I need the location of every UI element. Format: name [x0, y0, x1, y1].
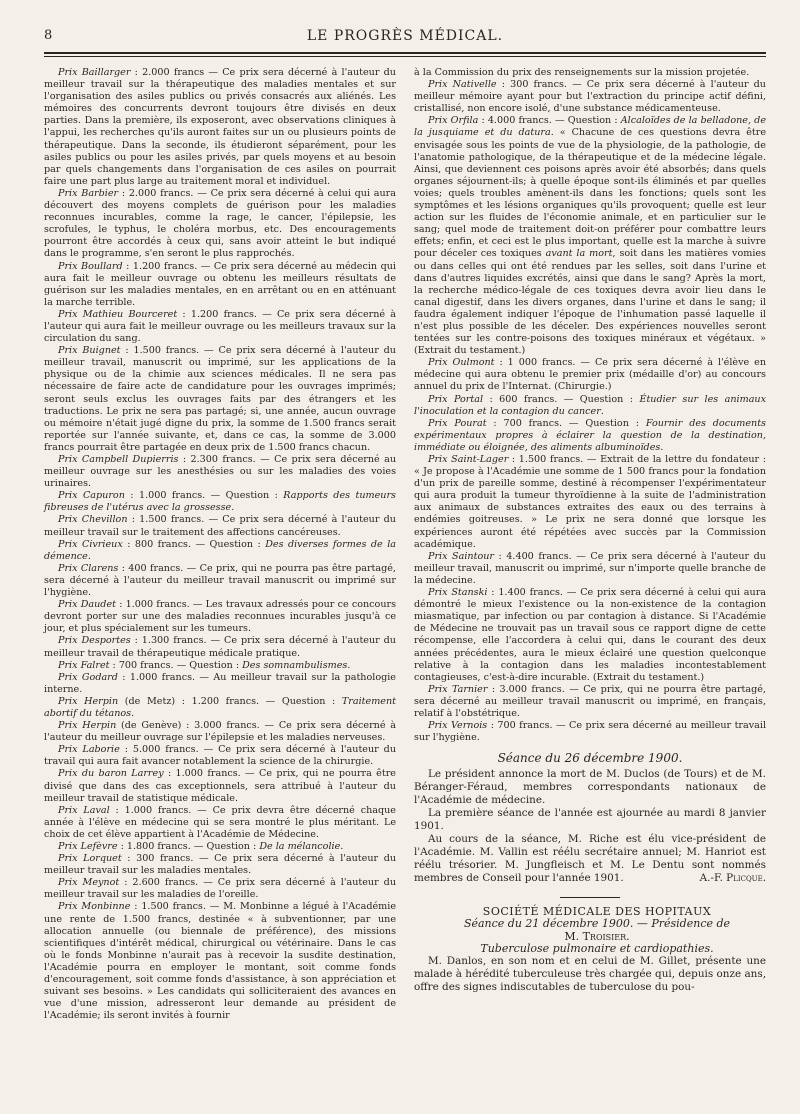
prize-name: Prix Lorquet [58, 853, 122, 865]
prize-name: Prix Stanski [428, 587, 488, 599]
prize-text: : 1.500 francs. — Ce prix sera décerné à l'auteur du meilleur travail sur le traitement des affections cancéreuses. [44, 514, 396, 538]
prize-paragraph [414, 454, 766, 551]
prize-paragraph [44, 720, 396, 744]
prize-name: Prix Capuron [58, 490, 125, 502]
prize-paragraph [44, 672, 396, 696]
prize-paragraph [44, 877, 396, 901]
prize-paragraph [414, 587, 766, 684]
prize-text: : 1.000 francs. — Les travaux adressés pour ce concours devront porter sur une des maladies reconnues incurables jusqu'à ce jour, et plus spécialement sur les tumeurs. [44, 599, 397, 635]
prize-text-tail: . [87, 550, 91, 562]
prize-name: Prix Lefèvre [58, 841, 118, 852]
prize-name: Prix Desportes [58, 635, 131, 647]
seance-paragraph [414, 833, 766, 885]
prize-text: : 1 000 francs. — Ce prix sera décerné à l'élève en médecine qui aura obtenu le premier prix (médaille d'or) au concours annuel du prix de l'Internat. (Chirurgie.) [414, 357, 766, 393]
prize-name: Prix Saint-Lager [428, 454, 509, 465]
prize-paragraph [44, 901, 396, 1022]
prize-name: Prix Civrieux [58, 538, 123, 550]
prize-name: Prix Pourat [428, 417, 487, 429]
prize-paragraph [414, 418, 766, 454]
prize-paragraph [414, 67, 766, 79]
prize-paragraph [414, 357, 766, 393]
prize-text-tail: . [231, 502, 235, 514]
society-paragraph: M. Danlos, en son nom et en celui de M. Gillet, présente une malade à hérédité tuberculeuse très chargée qui, depuis onze ans, offre des signes indiscutables de tuberculose du pou- [414, 954, 766, 993]
prize-text: (de Metz) : 1.200 francs. — Question : [118, 695, 342, 707]
prize-text: : 600 francs. — Question : [483, 393, 640, 405]
prize-emphasis: avant la mort [545, 248, 613, 260]
seance-paragraph: Le président annonce la mort de M. Duclos (de Tours) et de M. Béranger-Féraud, membres correspondants nationaux de l'Académie de médecine. [414, 768, 766, 807]
prize-text: : 1.000 francs. — Ce prix, qui ne pourra être divisé que dans des cas exceptionnels, sera attribué à l'auteur du meilleur travail de statistique médicale. [44, 768, 396, 804]
prize-name: Prix Daudet [58, 599, 116, 611]
society-subject: Tuberculose pulmonaire et cardiopathies. [480, 941, 714, 955]
prize-paragraph [44, 696, 396, 720]
prize-name: Prix Laval [58, 804, 110, 816]
prize-paragraph [414, 684, 766, 720]
prize-text: : 1.800 francs. — Question : [117, 841, 260, 852]
prize-text: : 4.400 francs. — Ce prix sera décerné à l'auteur du meilleur travail, manuscrit ou imprimé, sur n'importe quelle branche de la médecine. [414, 550, 766, 586]
prize-question: Étudier sur les animaux l'inoculation et la contagion du cancer [414, 393, 767, 417]
header-rule-thin [44, 56, 766, 57]
prize-paragraph [414, 720, 766, 744]
prize-text-tail: . [340, 841, 344, 852]
prize-name: Prix Herpin [58, 720, 117, 732]
prize-paragraph [44, 490, 396, 514]
prize-paragraph [44, 514, 396, 538]
prize-question: Traitement abortif du tétanos [44, 695, 397, 719]
prize-name: Prix Chevillon [58, 514, 128, 526]
prize-paragraph [44, 841, 396, 853]
prize-text: : 1.500 francs. — M. Monbinne a légué à l'Académie une rente de 1.500 francs, destinée « à subventionner, par une allocation annuelle (ou biennale de préférence), des missions scientifiques d'intérêt médical, chirurgical ou vétérinaire. Dans le cas où le fonds Monbinne n'aurait pas à recevoir la susdite destination, l'Académie pourra en employer le montant, soit comme fonds d'encouragement, soit comme fonds d'assistance, à son appréciation et suivant ses besoins. » Les candidats qui solliciteraient des avances en vue d'une mission, adresseront leur demande au président de l'Académie; ils seront invités à fournir [44, 901, 396, 1022]
prize-name: Prix du baron Larrey [58, 768, 164, 780]
prize-paragraph [44, 744, 396, 768]
prize-name: Prix Laborie [58, 744, 120, 756]
prize-text: : 300 francs. — Ce prix sera décerné à l'auteur du meilleur mémoire ayant pour but l'extraction du principe actif défini, cristallisé, non encore isolé, d'une substance médicamenteuse. [414, 79, 766, 115]
prize-paragraph [44, 563, 396, 599]
prize-question: Des somnambulismes [242, 659, 348, 671]
prize-text: : 800 francs. — Question : [122, 538, 266, 550]
prize-name: Prix Oulmont [428, 357, 495, 369]
prize-name: Prix Boullard [58, 260, 123, 272]
prize-name: Prix Nativelle [428, 79, 497, 91]
prize-text-tail: , soit dans les matières vomies ou dans celles qui ont été rendues par les selles, soit dans l'urine et dans d'autres liquides excrétés, ainsi que dans le sang? Après la mort, la recherche médico-légale de ces toxiques devra avoir lieu dans le canal digestif, dans les divers organes, dans l'urine et dans le sang; il faudra également indiquer l'époque de l'inhumation passé laquelle il n'est plus possible de les déceler. Des expériences nouvelles seront tentées sur les contre-poisons des toxiques minéraux et végétaux. » (Extrait du testament.) [414, 248, 766, 357]
prize-text: : 700 francs. — Ce prix sera décerné au meilleur travail sur l'hygiène. [414, 720, 767, 744]
prize-name: Prix Saintour [428, 550, 494, 562]
prize-text: : 1.500 francs. — Extrait de la lettre du fondateur : « Je propose à l'Académie une somme de 1 500 francs pour la fondation d'un prix de pareille somme, destiné à récompenser l'expérimentateur qui aura produit la tumeur thyroïdienne à la suite de l'administration aux animaux de substances extraites des eaux ou des terrains à endémies goitreuses. » Le prix ne sera donné que lorsque les expériences auront été répétées avec succès par la Commission académique. [414, 454, 767, 550]
prize-text: (de Genève) : 3.000 francs. — Ce prix sera décerné à l'auteur du meilleur ouvrage sur l'épilepsie et les maladies nerveuses. [44, 720, 396, 744]
seance-paragraph: La première séance de l'année est ajournée au mardi 8 janvier 1901. [414, 807, 766, 833]
prize-paragraph [44, 539, 396, 563]
prize-name: Prix Clarens [58, 562, 119, 574]
page-header [44, 28, 766, 50]
header-rule [44, 52, 766, 54]
seance-signature: A.-F. Plicque. [699, 872, 766, 885]
left-column [44, 67, 396, 1022]
prize-paragraph [44, 660, 396, 672]
society-subtitle: Séance du 21 décembre 1900. — Présidence de [463, 917, 731, 931]
prize-name: Prix Godard [58, 671, 118, 683]
prize-question: Fournir des documents expérimentaux propres à éclairer la question de la destination, immédiate ou éloignée, des aliments albuminoïdes [414, 417, 766, 453]
right-column [414, 67, 766, 1022]
prize-paragraph [44, 345, 396, 454]
prize-name: Prix Meynot [58, 877, 120, 889]
prize-paragraph [414, 394, 766, 418]
prize-name: Prix Baillarger [58, 67, 131, 78]
prize-text: : 2.000 francs. — Ce prix sera décerné à celui qui aura découvert des moyens complets de guérison pour les maladies reconnues incurables, comme la rage, le cancer, l'épilepsie, les scrofules, le typhus, le choléra morbus, etc. Des encouragements pourront être accordés à ceux qui, sans avoir atteint le but indiqué dans le programme, s'en seront le plus rapprochés. [44, 187, 396, 260]
seance-paragraph-text: Au cours de la séance, M. Riche est élu vice-président de l'Académie. M. Vallin est réélu secrétaire annuel; M. Hanriot est réélu trésorier. M. Jungfleisch et M. Le Dentu sont nommés membres de Conseil pour l'année 1901. [414, 833, 766, 885]
prize-paragraph [414, 79, 766, 115]
prize-name: Prix Falret [58, 659, 110, 671]
prize-name: Prix Monbinne [58, 901, 131, 913]
prize-text-tail: . [131, 707, 135, 719]
prize-paragraph [44, 635, 396, 659]
right-column-prizes [414, 67, 766, 744]
prize-text-tail: . [660, 441, 664, 453]
prize-text: : 700 francs. — Question : [109, 659, 243, 671]
prize-name: Prix Barbier [58, 187, 119, 199]
prize-paragraph [44, 768, 396, 804]
prize-paragraph [44, 853, 396, 877]
prize-name: Prix Herpin [58, 695, 119, 707]
prize-question: Alcaloïdes de la belladone, de la jusquiame et du datura [414, 115, 766, 139]
society-president: M. Troisier. [564, 929, 630, 943]
prize-text: : 1.000 francs. — Au meilleur travail sur la pathologie interne. [44, 671, 396, 695]
prize-text: : 1.000 francs. — Question : [124, 490, 284, 502]
prize-text: : 1.200 francs. — Ce prix sera décerné à l'auteur qui aura fait le meilleur ouvrage ou les meilleurs travaux sur la circulation du sang. [44, 308, 396, 345]
prize-text-tail: . [600, 405, 604, 417]
prize-name: Prix Portal [428, 393, 484, 405]
prize-name: Prix Buignet [58, 345, 121, 357]
seance-heading: Séance du 26 décembre 1900. [497, 751, 683, 766]
prize-paragraph [44, 67, 396, 188]
journal-title: LE PROGRÈS MÉDICAL. [306, 28, 504, 44]
prize-question: Des diverses formes de la démence [44, 538, 396, 562]
prize-text: : 4.000 francs. — Question : [478, 115, 621, 127]
prize-text: : 2.300 francs. — Ce prix sera décerné au meilleur ouvrage sur les anesthésies ou sur les maladies des voies urinaires. [44, 454, 396, 490]
prize-question: Rapports des tumeurs fibreuses de l'utérus avec la grossesse [44, 490, 396, 514]
prize-text: : 1.500 francs. — Ce prix sera décerné à l'auteur du meilleur travail, manuscrit ou imprimé, sur les applications de la physique ou de la chimie aux sciences médicales. Il ne sera pas nécessaire de faire acte de candidature pour les ouvrages imprimés; seront seuls exclus les ouvrages faits par des étrangers et les traductions. Le prix ne sera pas partagé; si, une année, aucun ouvrage ou mémoire n'était jugé digne du prix, la somme de 1.500 francs serait reportée sur l'année suivante, et, dans ce cas, la somme de 3.000 francs pourrait être partagée en deux prix de 1.500 francs chacun. [44, 345, 396, 453]
columns [44, 67, 766, 1022]
prize-text: à la Commission du prix des renseignements sur la mission projetée. [414, 67, 750, 78]
prize-name: Prix Orfila [428, 115, 479, 127]
prize-text: : 1.400 francs. — Ce prix sera décerné à celui qui aura démontré le mieux l'existence ou la non-existence de la contagion miasmatique, par infection ou par contagion à distance. Si l'Académie de Médecine ne trouvait pas un travail sous ce rapport digne de cette récompense, elle l'accordera à celui qui, dans le courant des deux années précédentes, aura le mieux éclairé une question quelconque relative à la contagion dans les maladies incontestablement contagieuses, c'est-à-dire incurable. (Extrait du testament.) [414, 587, 767, 683]
prize-paragraph [44, 599, 396, 635]
prize-text: : 2.600 francs. — Ce prix sera décerné à l'auteur du meilleur travail sur les maladies de l'oreille. [44, 877, 396, 901]
prize-paragraph [44, 309, 396, 345]
prize-text: : 5.000 francs. — Ce prix sera décerné à l'auteur du travail qui aura fait avancer notablement la science de la chirurgie. [44, 744, 396, 768]
prize-text-tail: . « Chacune de ces questions devra être envisagée sous les points de vue de la physiologie, de la pathologie, de l'anatomie pathologique, de la thérapeutique et de la médecine légale. Ainsi, que deviennent ces poisons après avoir été absorbés; dans quels organes séjournent-ils; à quelle époque sont-ils éliminés et par quelles voies; quels troubles amènent-ils dans les fonctions; quels sont les symptômes et les lésions organiques qu'ils provoquent; quelle est leur action sur les fluides de l'économie animale, et en particulier sur le sang; quel mode de traitement doit-on préférer pour combattre leurs effets; enfin, et ceci est le plus important, quelle est la marche à suivre pour déceler ces toxiques [414, 127, 766, 260]
page-number: 8 [44, 28, 53, 43]
prize-paragraph [414, 115, 766, 357]
prize-text: : 1.300 francs. — Ce prix sera décerné à l'auteur du meilleur travail de thérapeutique médicale pratique. [44, 635, 396, 659]
prize-name: Prix Vernois [428, 720, 488, 732]
prize-text: : 3.000 francs. — Ce prix, qui ne pourra être partagé, sera décerné au meilleur travail manuscrit ou imprimé, en français, relatif à l'obstétrique. [414, 683, 766, 719]
prize-text: : 300 francs. — Ce prix sera décerné à l'auteur du meilleur travail sur les maladies mentales. [44, 853, 397, 877]
prize-name: Prix Mathieu Bourceret [58, 308, 178, 320]
section-divider [560, 897, 620, 898]
prize-text: : 1.000 francs. — Ce prix devra être décerné chaque année à l'élève en médecine qui se sera montré le plus méritant. Le choix de cet élève appartient à l'Académie de Médecine. [44, 804, 396, 840]
prize-paragraph [414, 551, 766, 587]
prize-name: Prix Campbell Dupierris [58, 454, 179, 465]
prize-text: : 2.000 francs — Ce prix sera décerné à l'auteur du meilleur travail sur la thérapeutique des maladies mentales et sur l'organisation des asiles publics ou privés consacrés aux aliénés. Les mémoires des concurrents devront toujours être divisés en deux parties. Dans la première, ils exposeront, avec observations cliniques à l'appui, les recherches qu'ils auront faites sur un ou plusieurs points de thérapeutique. Dans la seconde, ils étudieront séparément, pour les asiles publics ou pour les asiles privés, par quels moyens et au besoin par quels changements dans l'organisation de ces asiles on pourrait faire une part plus large au traitement moral et individuel. [44, 67, 396, 187]
prize-text: : 1.200 francs. — Ce prix sera décerné au médecin qui aura fait le meilleur ouvrage ou obtenu les meilleurs résultats de guérison sur les maladies mentales, en en arrêtant ou en en atténuant la marche terrible. [44, 260, 396, 308]
prize-text: : 400 francs. — Ce prix, qui ne pourra pas être partagé, sera décerné à l'auteur du meilleur travail manuscrit ou imprimé sur l'hygiène. [44, 562, 396, 599]
prize-question: De la mélancolie [259, 841, 341, 852]
society-title: SOCIÉTÉ MÉDICALE DES HOPITAUX [482, 905, 712, 919]
prize-paragraph [44, 805, 396, 841]
prize-text: : 700 francs. — Question : [486, 417, 646, 429]
prize-paragraph [44, 261, 396, 309]
prize-text-tail: . [347, 659, 351, 671]
prize-paragraph [44, 188, 396, 261]
prize-paragraph [44, 454, 396, 490]
prize-name: Prix Tarnier [428, 683, 488, 695]
